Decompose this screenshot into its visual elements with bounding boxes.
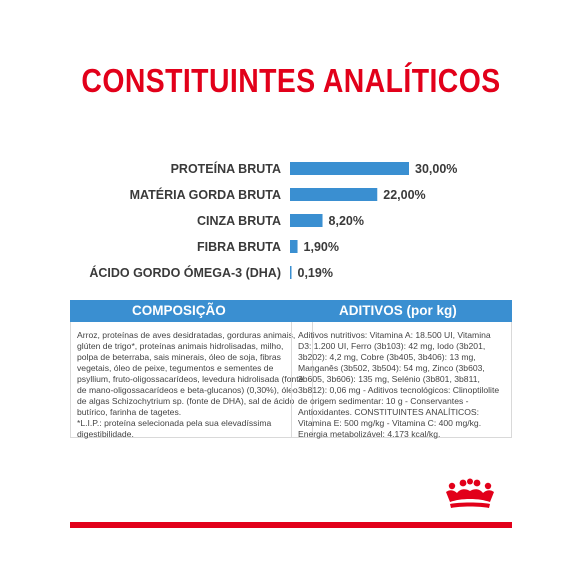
value-label: 0,19% bbox=[297, 266, 333, 280]
category-label: FIBRA BRUTA bbox=[196, 240, 281, 254]
composition-header: COMPOSIÇÃO bbox=[70, 300, 313, 322]
value-label: 1,90% bbox=[303, 240, 339, 254]
category-label: PROTEÍNA BRUTA bbox=[170, 162, 281, 176]
composition-text: Arroz, proteínas de aves desidratadas, gorduras animais, glúten de trigo*, proteínas animais hidrolisadas, milho, polpa de beterraba, sais minerais, óleo de soja, fibras vegetais, óleo de peixe, tegumentos e sementes de psyllium, fruto-oligossacarídeos, levedura hidrolisada (fonte de mano-oligossacarídeos e beta-glucanos) (0,30%), óleo de algas Schizochytrium sp. (fonte de DHA), sal de ácido butírico, farinha de tagetes. *L.I.P.: proteína selecionada pela sua elevadíssima digestibilidade. bbox=[70, 322, 313, 438]
additives-panel bbox=[291, 300, 512, 438]
category-label: ÁCIDO GORDO ÓMEGA-3 (DHA) bbox=[89, 266, 281, 280]
value-label: 22,00% bbox=[383, 188, 426, 202]
bar bbox=[290, 188, 377, 201]
composition-panel bbox=[70, 300, 313, 438]
page-title: CONSTITUINTES ANALÍTICOS bbox=[81, 62, 501, 99]
bar bbox=[290, 162, 409, 175]
bar bbox=[290, 266, 292, 279]
category-label: MATÉRIA GORDA BRUTA bbox=[129, 188, 281, 202]
value-label: 30,00% bbox=[415, 162, 458, 176]
additives-header: ADITIVOS (por kg) bbox=[291, 300, 512, 322]
additives-text: Aditivos nutritivos: Vitamina A: 18.500 UI, Vitamina D3: 1.200 UI, Ferro (3b103): 42 mg, Iodo (3b201, 3b202): 4,2 mg, Cobre (3b405, 3b406): 13 mg, Manganês (3b502, 3b504): 54 mg, Zinco (3b603, 3b605, 3b606): 135 mg, Selénio (3b801, 3b811, 3b812): 0,06 mg - Aditivos tecnológicos: Clinoptilolite de origem sedimentar: 10 g - Conservantes - Antioxidantes. CONSTITUINTES ANALÍTICOS: Vitamina E: 500 mg/kg - Vitamina C: 400 mg/kg. Energia metabolizável: 4.173 kcal/kg. bbox=[291, 322, 512, 438]
accent-line bbox=[70, 522, 512, 528]
bar bbox=[290, 240, 298, 253]
value-label: 8,20% bbox=[328, 214, 364, 228]
analytical-constituents-chart bbox=[0, 150, 582, 290]
crown-icon bbox=[440, 478, 500, 514]
category-label: CINZA BRUTA bbox=[196, 214, 281, 228]
bar bbox=[290, 214, 323, 227]
